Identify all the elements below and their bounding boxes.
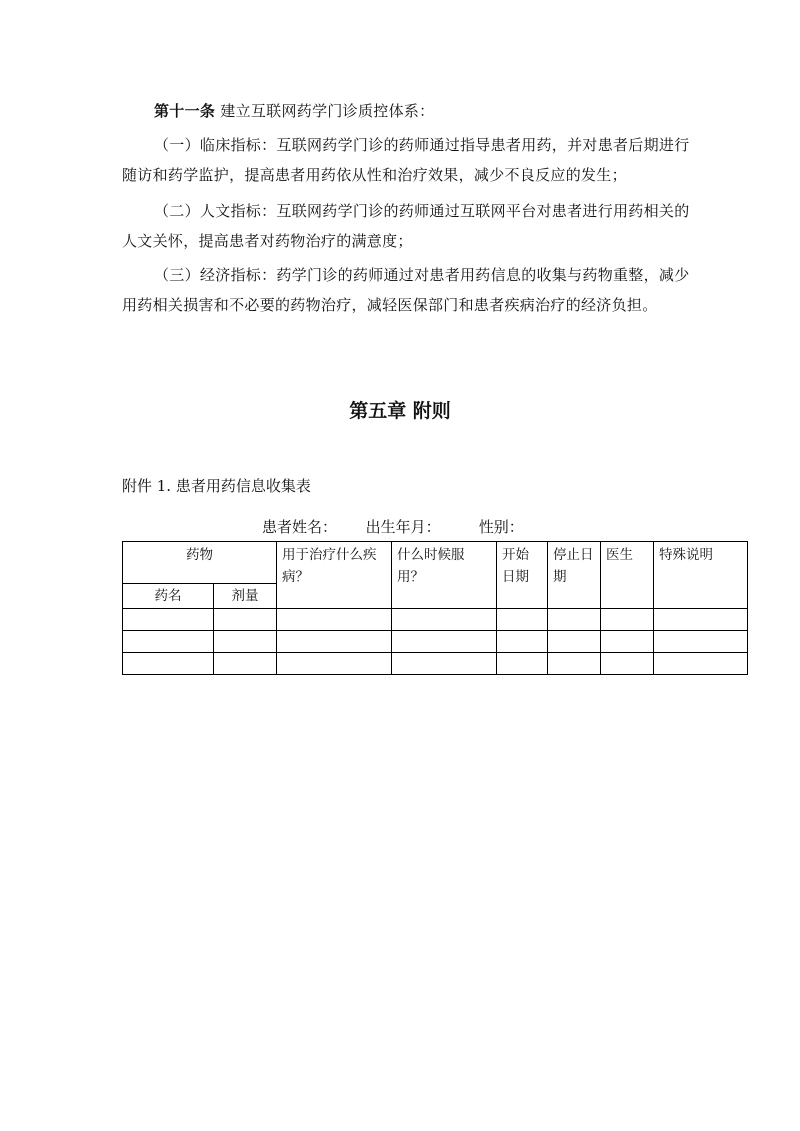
article-lead: 建立互联网药学门诊质控体系：	[220, 102, 435, 120]
item-economic: （三）经济指标：药学门诊的药师通过对患者用药信息的收集与药物重整，减少用药相关损害和不必要的药物治疗，减轻医保部门和患者疾病治疗的经济负担。	[122, 266, 690, 314]
table-row	[123, 631, 748, 653]
header-drug-name: 药名	[123, 584, 214, 609]
header-doctor: 医生	[601, 542, 654, 609]
header-note: 特殊说明	[654, 542, 748, 609]
item-clinical: （一）临床指标：互联网药学门诊的药师通过指导患者用药，并对患者后期进行随访和药学监护，提高患者用药依从性和治疗效果，减少不良反应的发生；	[122, 136, 690, 184]
attachment-title: 附件 1. 患者用药信息收集表	[122, 477, 311, 495]
header-drug: 药物	[123, 542, 277, 584]
header-dose: 剂量	[214, 584, 277, 609]
item-humanistic: （二）人文指标：互联网药学门诊的药师通过互联网平台对患者进行用药相关的人文关怀，提高患者对药物治疗的满意度；	[122, 202, 690, 250]
article-number: 第十一条	[154, 102, 216, 120]
article-11	[122, 96, 692, 126]
patient-fields: 患者姓名： 出生年月： 性别：	[262, 518, 524, 536]
chapter-title: 第五章 附则	[349, 400, 451, 422]
header-start-date: 开始日期	[497, 542, 548, 609]
header-purpose: 用于治疗什么疾病？	[277, 542, 392, 609]
table-row	[123, 653, 748, 675]
table-row	[123, 609, 748, 631]
medication-table	[122, 541, 748, 675]
header-when: 什么时候服用？	[392, 542, 497, 609]
header-stop-date: 停止日期	[548, 542, 601, 609]
